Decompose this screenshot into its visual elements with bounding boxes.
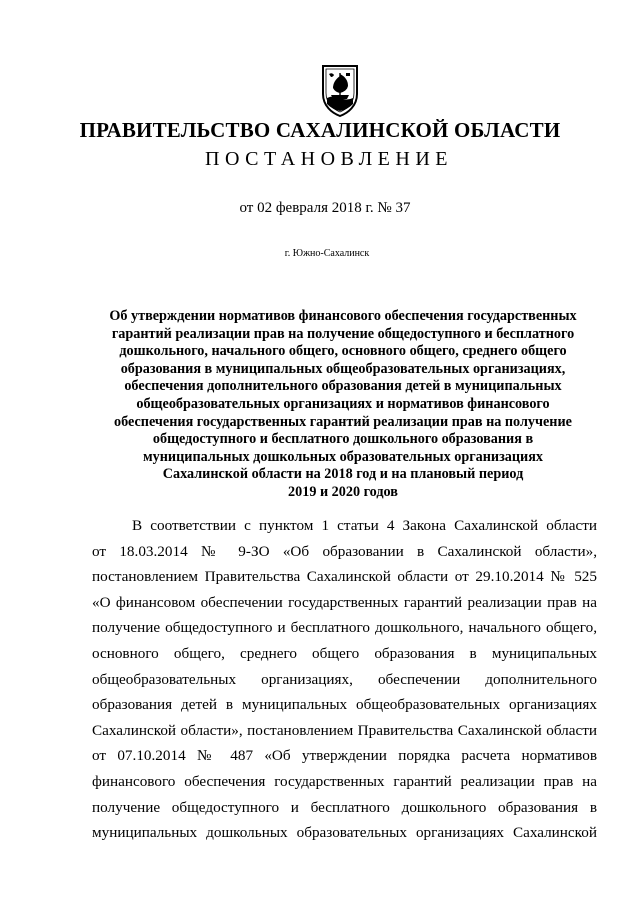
title-line: обеспечения дополнительного образования детей в муниципальных xyxy=(124,378,562,395)
coat-of-arms-icon xyxy=(320,64,360,118)
organization-title: ПРАВИТЕЛЬСТВО САХАЛИНСКОЙ ОБЛАСТИ xyxy=(79,118,561,142)
body-line: «О финансовом обеспечении государственных гарантий реализации прав на xyxy=(92,593,597,611)
body-line: общеобразовательных организациях, обеспечении дополнительного xyxy=(92,670,597,688)
title-line: Сахалинской области на 2018 год и на плановый период xyxy=(162,466,524,483)
body-line: муниципальных дошкольных образовательных организациях Сахалинской xyxy=(92,824,597,842)
title-line: общедоступного и бесплатного дошкольного образования в xyxy=(152,431,534,448)
body-text xyxy=(92,513,597,846)
title-line: Об утверждении нормативов финансового обеспечения государственных xyxy=(109,308,577,324)
title-line: общеобразовательных организациях и нормативов финансового xyxy=(136,395,550,412)
title-line: муниципальных дошкольных образовательных организациях xyxy=(142,448,544,465)
title-line: гарантий реализации прав на получение общедоступного и бесплатного xyxy=(111,325,575,342)
body-line: В соответствии с пунктом 1 статьи 4 Закона Сахалинской области xyxy=(132,517,597,534)
body-line: финансового обеспечения государственных гарантий реализации прав на xyxy=(92,772,597,790)
document-title xyxy=(92,308,594,502)
title-line: обеспечения государственных гарантий реализации прав на получение xyxy=(114,413,572,430)
body-line: от 18.03.2014 № 9-ЗО «Об образовании в Сахалинской области», xyxy=(92,542,597,560)
body-line: основного общего, среднего общего образования в муниципальных xyxy=(92,644,597,662)
body-line: постановлением Правительства Сахалинской области от 29.10.2014 № 525 xyxy=(92,568,597,586)
body-line: получение общедоступного и бесплатного дошкольного образования в xyxy=(92,798,597,816)
title-line: образования в муниципальных общеобразовательных организациях, xyxy=(120,360,566,377)
document-type: ПОСТАНОВЛЕНИЕ xyxy=(205,148,453,170)
body-line: получение общедоступного и бесплатного дошкольного, начального общего, xyxy=(92,619,597,637)
body-line: от 07.10.2014 № 487 «Об утверждении порядка расчета нормативов xyxy=(92,747,597,765)
body-line: образования детей в муниципальных общеобразовательных организациях xyxy=(92,696,597,714)
title-line: дошкольного, начального общего, основного общего, среднего общего xyxy=(119,343,567,360)
body-line: Сахалинской области», постановлением Правительства Сахалинской области xyxy=(92,721,597,739)
document-date-number: от 02 февраля 2018 г. № 37 xyxy=(239,200,411,216)
document-city: г. Южно-Сахалинск xyxy=(284,248,370,259)
title-line: 2019 и 2020 годов xyxy=(288,483,398,500)
